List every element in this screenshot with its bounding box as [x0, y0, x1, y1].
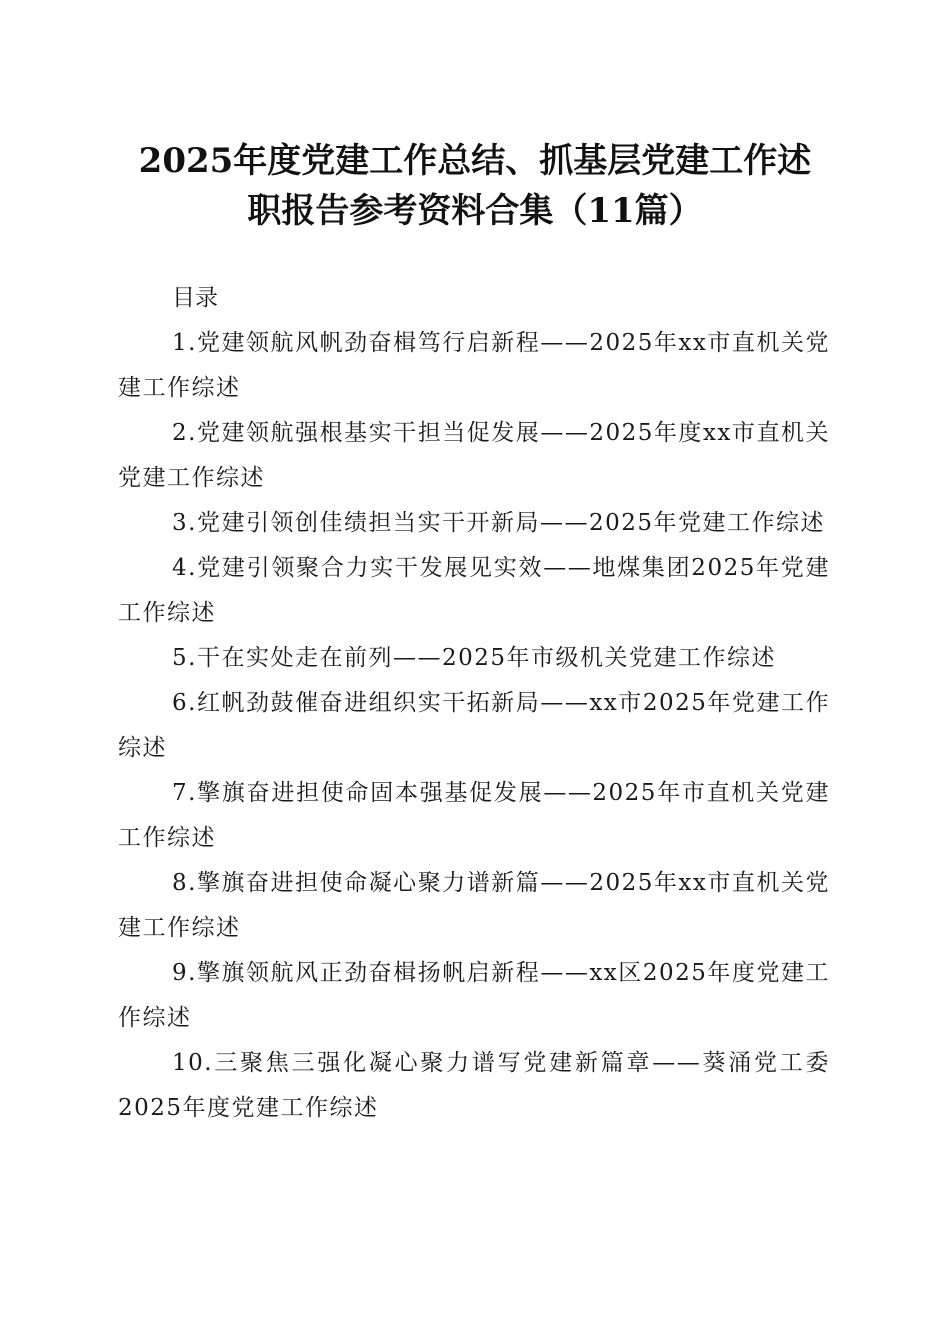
toc-item-2: 2.党建领航强根基实干担当促发展——2025年度xx市直机关党建工作综述: [118, 420, 830, 491]
toc-item-8: 8.擎旗奋进担使命凝心聚力谱新篇——2025年xx市直机关党建工作综述: [118, 870, 830, 941]
toc-item-6: 6.红帆劲鼓催奋进组织实干拓新局——xx市2025年党建工作综述: [118, 690, 830, 761]
toc-item-9: 9.擎旗领航风正劲奋楫扬帆启新程——xx区2025年度党建工作综述: [118, 960, 830, 1031]
toc-item-4: 4.党建引领聚合力实干发展见实效——地煤集团2025年党建工作综述: [118, 555, 830, 626]
title-line-1: 2025年度党建工作总结、抓基层党建工作述: [138, 141, 812, 181]
document-title: [100, 136, 850, 236]
title-line-2: 职报告参考资料合集（11篇）: [247, 191, 703, 231]
toc-item-3: 3.党建引领创佳绩担当实干开新局——2025年党建工作综述: [172, 510, 825, 536]
table-of-contents: [118, 276, 830, 1131]
toc-item-10: 10.三聚焦三强化凝心聚力谱写党建新篇章——葵涌党工委2025年度党建工作综述: [118, 1050, 830, 1121]
toc-item-5: 5.干在实处走在前列——2025年市级机关党建工作综述: [172, 645, 776, 671]
toc-item-7: 7.擎旗奋进担使命固本强基促发展——2025年市直机关党建工作综述: [118, 780, 830, 851]
toc-heading: 目录: [172, 285, 218, 311]
toc-item-1: 1.党建领航风帆劲奋楫笃行启新程——2025年xx市直机关党建工作综述: [118, 330, 830, 401]
toc-list: [118, 321, 830, 1131]
